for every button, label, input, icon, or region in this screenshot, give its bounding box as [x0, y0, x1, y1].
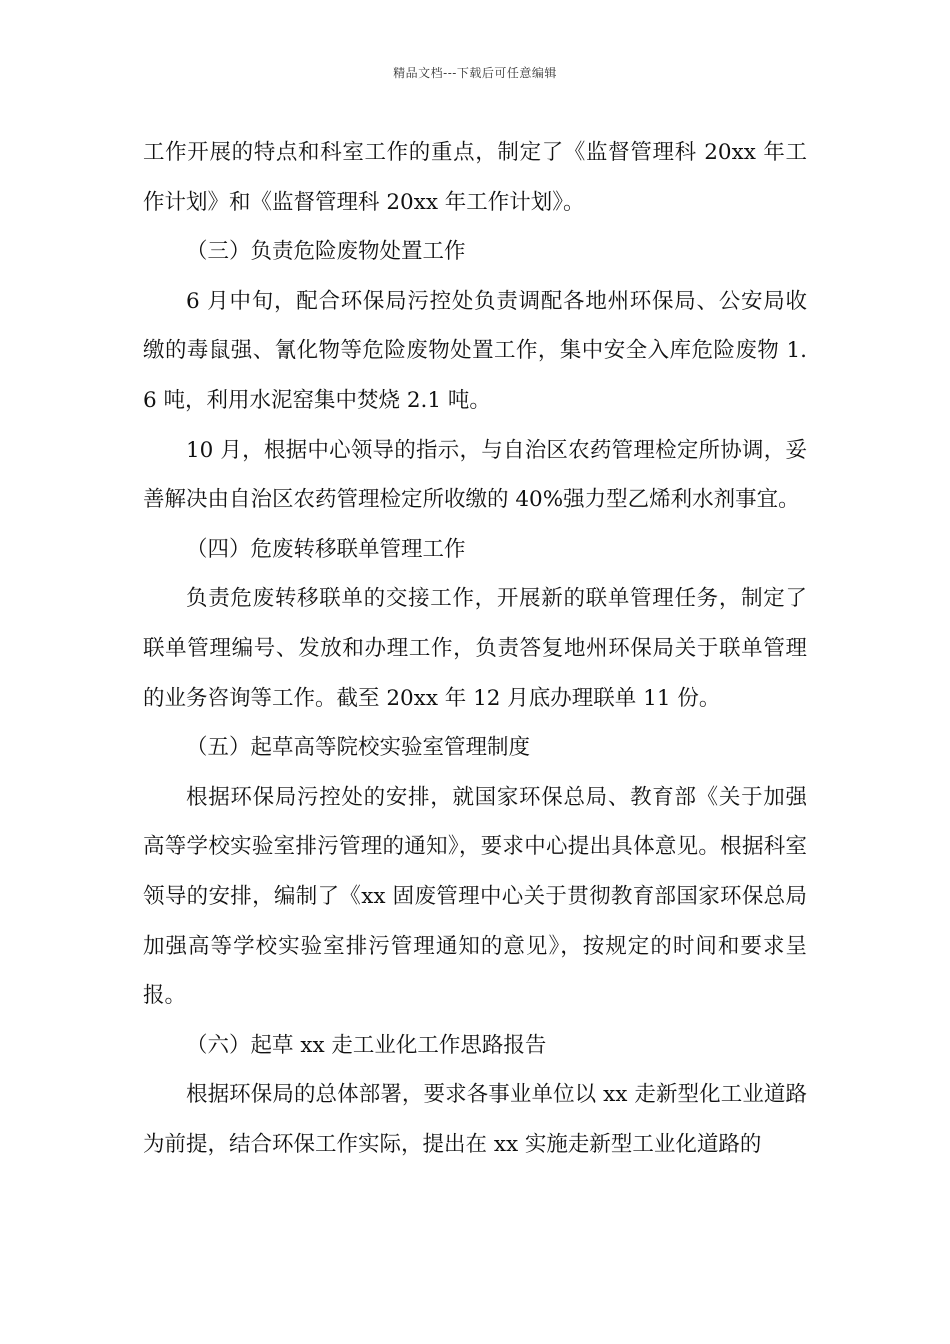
section-heading-4: （四）危废转移联单管理工作	[186, 536, 466, 562]
section-heading-6: （六）起草 xx 走工业化工作思路报告	[186, 1032, 547, 1058]
paragraph-continuation: 工作开展的特点和科室工作的重点，制定了《监督管理科 20xx 年工作计划》和《监督管理科 20xx 年工作计划》。	[143, 140, 807, 215]
paragraph-pesticide-coordination: 10 月，根据中心领导的指示，与自治区农药管理检定所协调，妥善解决由自治区农药管理检定所收缴的 40%强力型乙烯利水剂事宜。	[143, 437, 807, 513]
section-heading-3: （三）负责危险废物处置工作	[186, 239, 466, 265]
paragraph-transfer-manifest: 负责危废转移联单的交接工作，开展新的联单管理任务，制定了联单管理编号、发放和办理工作，负责答复地州环保局关于联单管理的业务咨询等工作。截至 20xx 年 12 月底办理联单 11 份。	[143, 586, 807, 711]
section-heading-5: （五）起草高等院校实验室管理制度	[186, 735, 531, 761]
document-body	[143, 128, 807, 1169]
page-header: 精品文档---下载后可任意编辑	[393, 66, 557, 80]
paragraph-lab-management: 根据环保局污控处的安排，就国家环保总局、教育部《关于加强高等学校实验室排污管理的通知》，要求中心提出具体意见。根据科室领导的安排，编制了《xx 固废管理中心关于贯彻教育部国家环保总局加强高等学校实验室排污管理通知的意见》，按规定的时间和要求呈报。	[143, 784, 807, 1009]
paragraph-industrialization-report: 根据环保局的总体部署，要求各事业单位以 xx 走新型化工业道路为前提，结合环保工作实际，提出在 xx 实施走新型工业化道路的	[143, 1082, 807, 1157]
paragraph-hazardous-waste-disposal: 6 月中旬，配合环保局污控处负责调配各地州环保局、公安局收缴的毒鼠强、氰化物等危险废物处置工作，集中安全入库危险废物 1.6 吨，利用水泥窑集中焚烧 2.1 吨。	[143, 288, 807, 413]
